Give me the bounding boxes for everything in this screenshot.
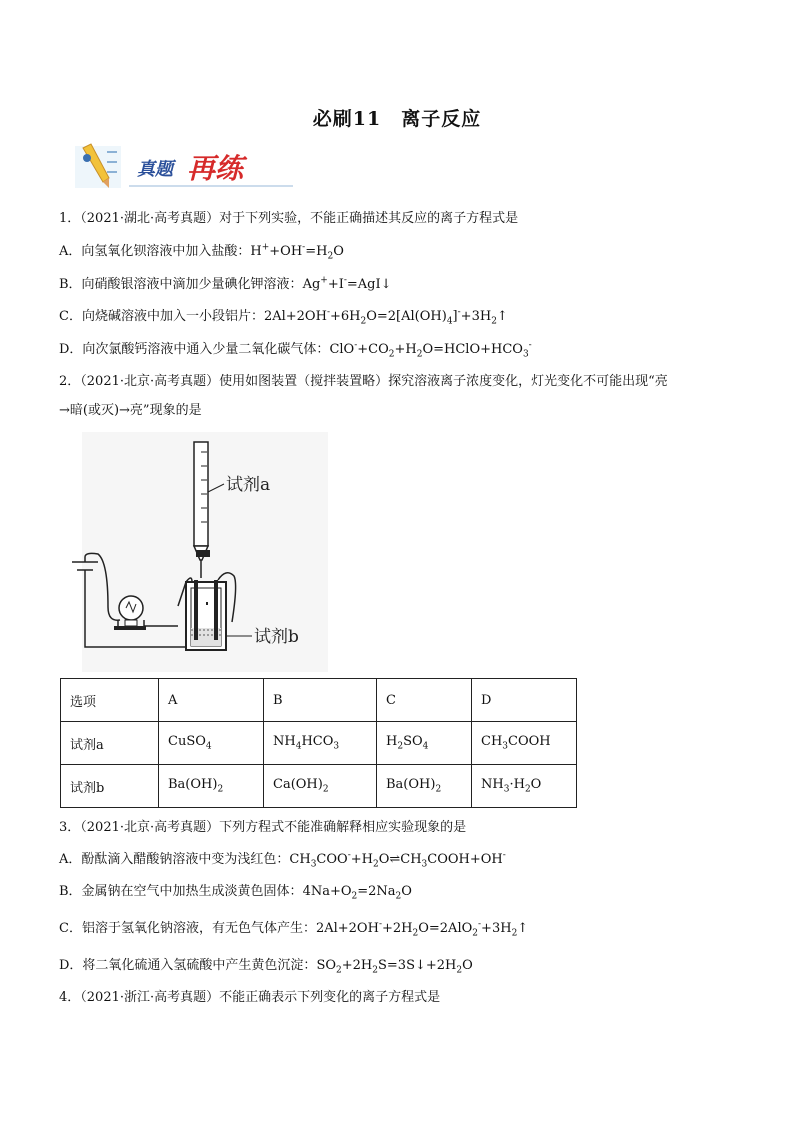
q3-option-b: B．金属钠在空气中加热生成淡黄色固体：$4Na+O_2=2Na_2O$ xyxy=(59,884,412,902)
table-cell: $NH_4HCO_3$ xyxy=(264,722,377,765)
q3-option-d: D．将二氧化硫通入氢硫酸中产生黄色沉淀：$SO_2+2H_2S=3S↓+2H_2O$ xyxy=(59,958,473,976)
svg-text:再练: 再练 xyxy=(187,152,244,185)
table-header-cell: C xyxy=(377,679,472,722)
q3-option-c: C．铝溶于氢氧化钠溶液，有无色气体产生：$2Al+2OH^-+2H_2O=2AlO_2^-+3H_2↑$ xyxy=(59,919,529,939)
table-cell: $H_2SO_4$ xyxy=(377,722,472,765)
apparatus-diagram xyxy=(68,432,328,672)
svg-text:试剂a: 试剂a xyxy=(226,475,271,495)
row-label: 试剂a xyxy=(61,722,159,765)
banner-logo xyxy=(73,142,299,192)
q4-stem: 4．（2021·浙江·高考真题）不能正确表示下列变化的离子方程式是 xyxy=(59,990,441,1005)
table-cell: $Ba(OH)_2$ xyxy=(159,765,264,808)
table-cell: $Ba(OH)_2$ xyxy=(377,765,472,808)
table-cell: $NH_3\cdot H_2O$ xyxy=(472,765,577,808)
page-title: 必刷11 离子反应 xyxy=(312,108,482,130)
table-cell: $CH_3COOH$ xyxy=(472,722,577,765)
table-cell: CuSO$_4$ xyxy=(159,722,264,765)
table-header-cell: B xyxy=(264,679,377,722)
options-table xyxy=(60,678,577,808)
q2-stem-line2: →暗(或灭)→亮”现象的是 xyxy=(59,403,202,418)
q1-option-c: C．向烧碱溶液中加入一小段铝片：$2Al+2OH^-+6H_2O=2[Al(OH)_4]^-+3H_2↑$ xyxy=(59,307,508,327)
table-header-cell: D xyxy=(472,679,577,722)
svg-text:试剂b: 试剂b xyxy=(254,627,299,647)
row-label: 试剂b xyxy=(61,765,159,808)
table-row xyxy=(61,765,577,808)
q1-option-b: B．向硝酸银溶液中滴加少量碘化钾溶液：Ag++I-=AgI↓ xyxy=(59,275,392,292)
q1-stem: 1．（2021·湖北·高考真题）对于下列实验，不能正确描述其反应的离子方程式是 xyxy=(59,211,519,226)
q3-stem: 3．（2021·北京·高考真题）下列方程式不能准确解释相应实验现象的是 xyxy=(59,820,467,835)
table-header-cell: A xyxy=(159,679,264,722)
q1-option-d: D．向次氯酸钙溶液中通入少量二氧化碳气体：$ClO^-+CO_2+H_2O=HClO+HCO_3^-$ xyxy=(59,340,532,360)
table-row xyxy=(61,722,577,765)
q2-stem-line1: 2．（2021·北京·高考真题）使用如图装置（搅拌装置略）探究溶液离子浓度变化，灯光变化不可能出现“亮 xyxy=(59,374,668,389)
svg-text:真题: 真题 xyxy=(137,159,173,180)
table-cell: $Ca(OH)_2$ xyxy=(264,765,377,808)
table-header-cell: 选项 xyxy=(61,679,159,722)
q3-option-a: A．酚酞滴入醋酸钠溶液中变为浅红色：$CH_3COO^-+H_2O\rightleftharpoons CH_3COOH+OH^-$ xyxy=(59,850,506,870)
q1-option-a: A．向氢氧化钡溶液中加入盐酸：$H^++OH^-=H_2O$ xyxy=(59,242,344,262)
table-row xyxy=(61,679,577,722)
